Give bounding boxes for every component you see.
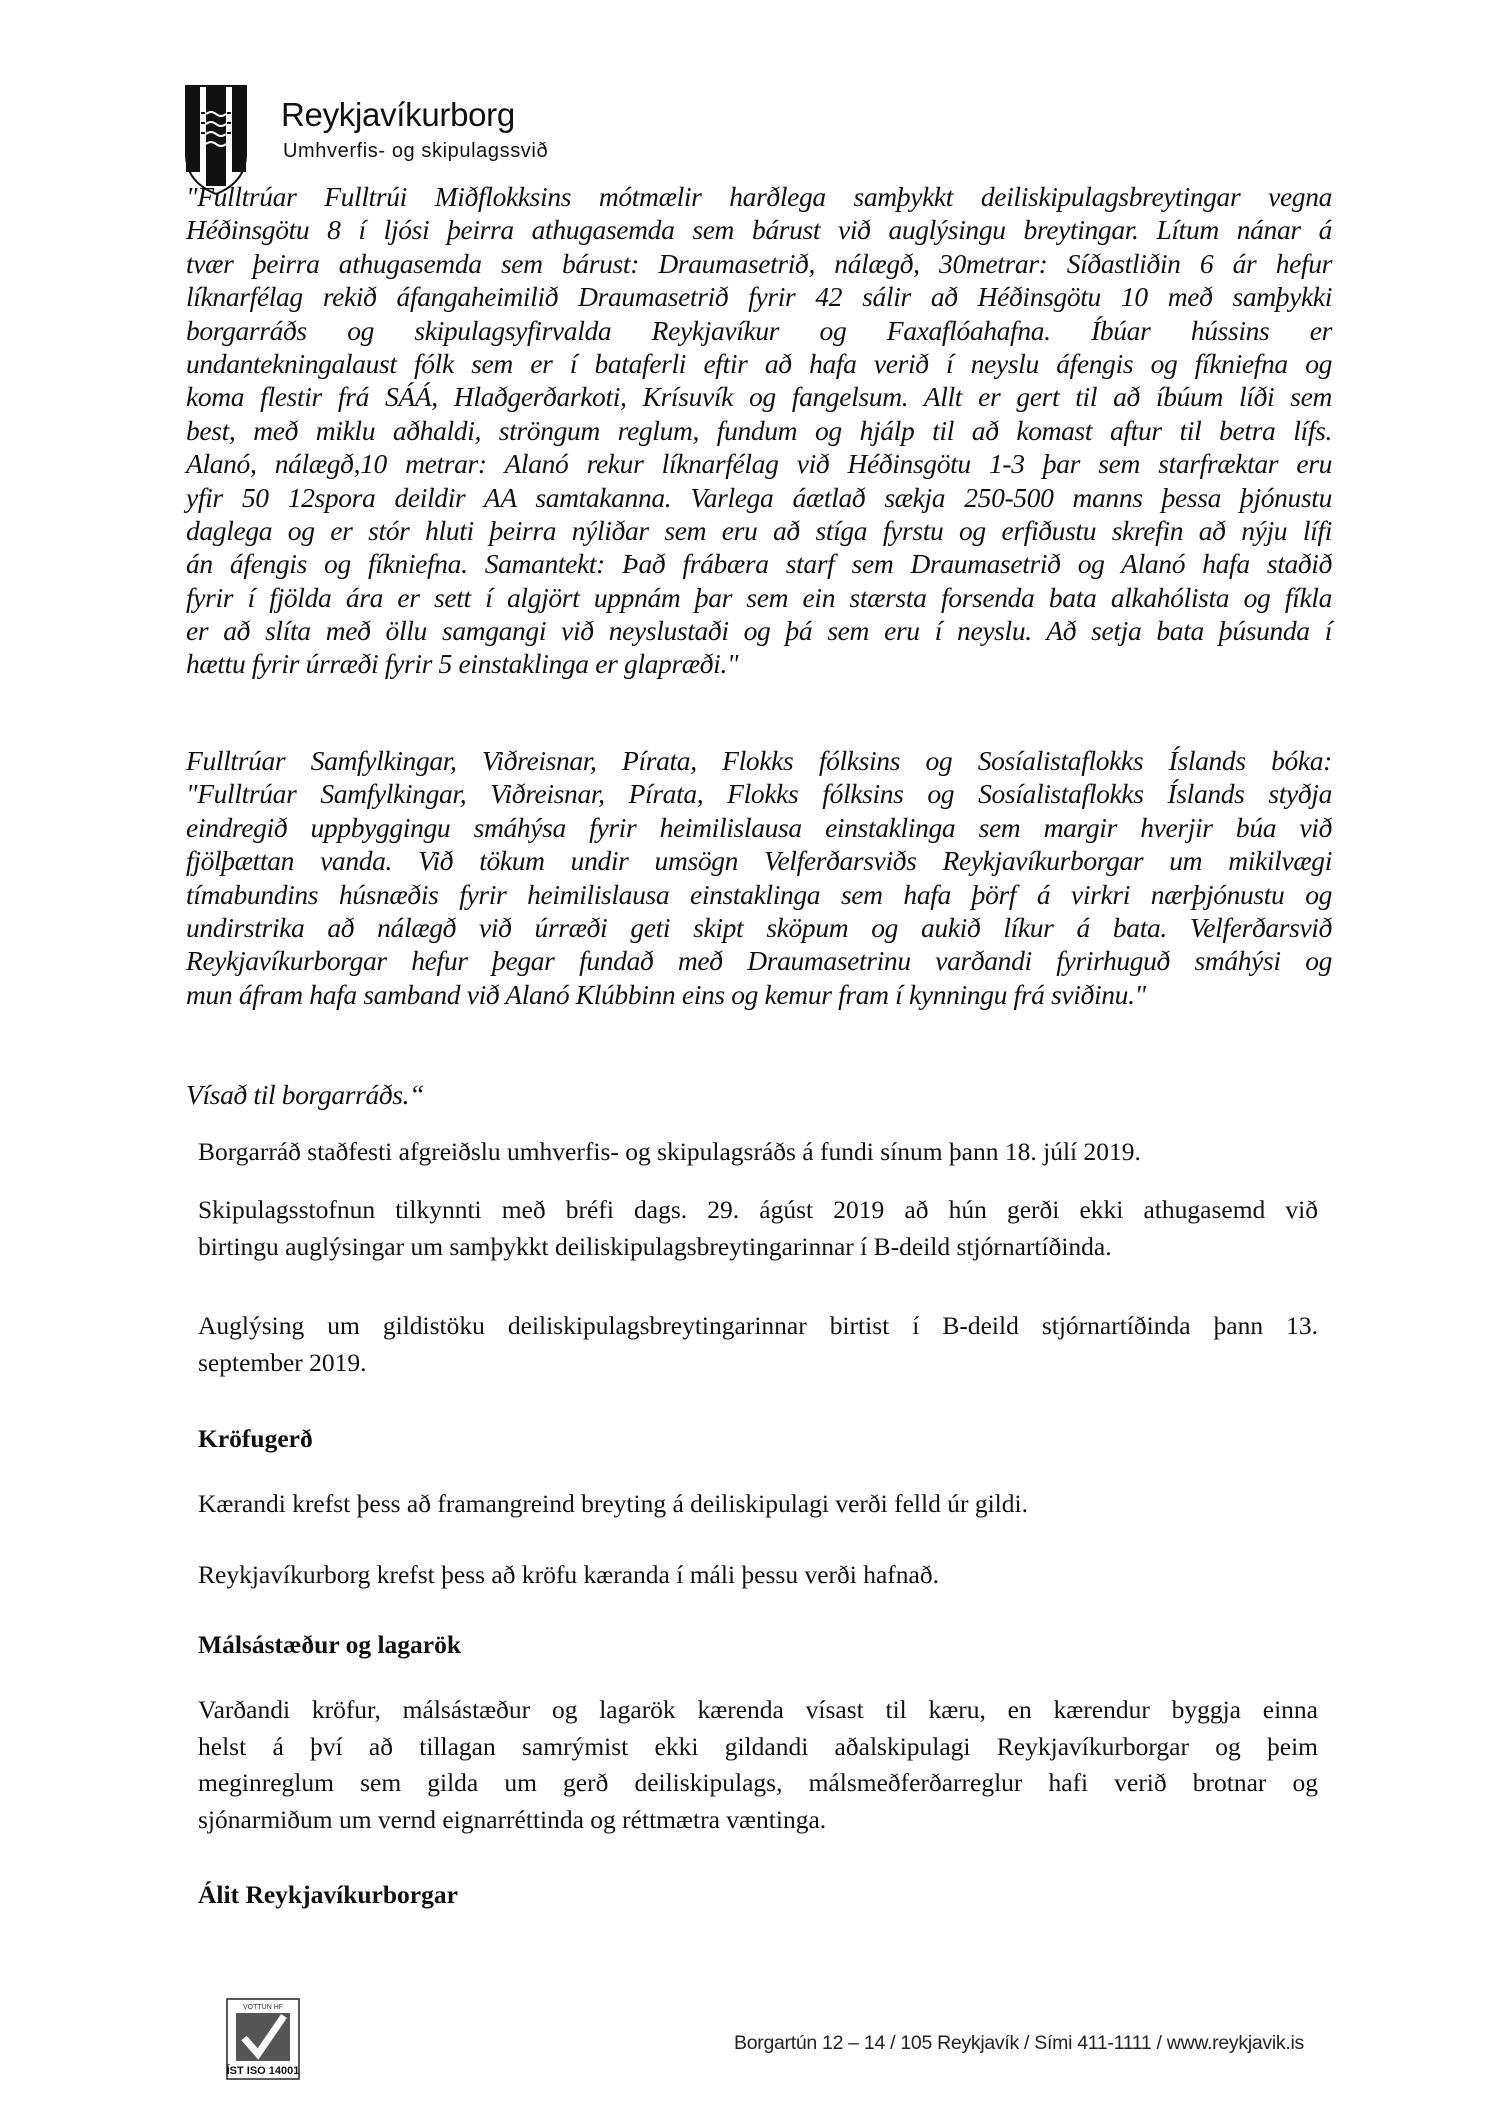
announcement-paragraph [198,1308,1318,1381]
text-line: Borgarráð staðfesti afgreiðslu umhverfis- og skipulagsráðs á fundi sínum þann 18. júlí 2019. [198,1137,1141,1166]
text-line: mun áfram hafa samband við Alanó Klúbbinn eins og kemur fram í kynningu frá sviðinu." [186,978,1146,1010]
text-line: best, með miklu aðhaldi, ströngum reglum, fundum og hjálp til að komast aftur til betra lífs. [186,414,1332,446]
text-line: "Fulltrúar Samfylkingar, Viðreisnar, Pírata, Flokks fólksins og Sosíalistaflokks Íslands styðja [186,778,1332,810]
text-line: birtingu auglýsingar um samþykkt deiliskipulagsbreytingarinnar í B-deild stjórnartíðinda. [198,1231,1112,1261]
text-line: Reykjavíkurborgar hefur þegar fundað með Draumasetrinu varðandi fyrirhuguð smáhýsi og [186,945,1332,977]
text-line: daglega og er stór hluti þeirra nýliðar sem eru að stíga fyrstu og erfiðustu skrefin að nýju lífi [186,514,1332,546]
text-line: september 2019. [198,1347,367,1377]
section-heading-city-opinion: Álit Reykjavíkurborgar [198,1880,458,1909]
text-line: hættu fyrir úrræði fyrir 5 einstaklinga er glapræði." [186,648,739,680]
text-line: fyrir í fjölda ára er sett í algjört uppnám þar sem ein stærsta forsenda bata alkahólista og fíkla [186,581,1332,613]
svg-text:VOTTUN HF: VOTTUN HF [242,2004,284,2011]
text-line: koma flestir frá SÁÁ, Hlaðgerðarkoti, Krísuvík og fangelsum. Allt er gert til að íbúum líði sem [186,381,1332,413]
claimant-demand-paragraph [198,1486,1318,1523]
text-line: Héðinsgötu 8 í ljósi þeirra athugasemda sem bárust við auglýsingu breytingar. Lítum nánar á [186,214,1332,246]
text-line: sjónarmiðum um vernd eignarréttinda og réttmætra væntinga. [198,1804,827,1834]
iso-14001-certification-logo [226,1998,300,2080]
coalition-statement-paragraph [186,744,1332,1011]
svg-text:ÍST ISO 14001: ÍST ISO 14001 [226,2065,300,2077]
text-line: eindregið uppbyggingu smáhýsa fyrir heimilislausa einstaklinga sem margir hverjir búa við [186,811,1332,843]
text-line: tímabundins húsnæðis fyrir heimilislausa einstaklinga sem hafa þörf á virkri nærþjónustu og [186,878,1332,910]
section-heading-claims: Kröfugerð [198,1424,313,1453]
text-line: Alanó, nálægð,10 metrar: Alanó rekur líknarfélag við Héðinsgötu 1-3 þar sem starfræktar eru [186,448,1332,480]
text-line: Auglýsing um gildistöku deiliskipulagsbreytingarinnar birtist í B-deild stjórnartíðinda þann 13. [198,1311,1318,1340]
text-line: yfir 50 12spora deildir AA samtakanna. Varlega áætlað sækja 250-500 manns þessa þjónustu [186,481,1332,513]
referral-paragraph [186,1078,1332,1111]
text-line: Reykjavíkurborg krefst þess að kröfu kæranda í máli þessu verði hafnað. [198,1560,939,1589]
department-name: Umhverfis- og skipulagssvið [283,140,549,162]
text-line: Kærandi krefst þess að framangreind breyting á deiliskipulagi verði felld úr gildi. [198,1489,1028,1518]
text-line: meginreglum sem gilda um gerð deiliskipulags, málsmeðferðarreglur hafi verið brotnar og [198,1768,1318,1797]
text-line: líknarfélag rekið áfangaheimilið Draumasetrið fyrir 42 sálir að Héðinsgötu 10 með samþykki [186,281,1332,313]
arguments-paragraph [198,1692,1318,1838]
midflokkur-statement-paragraph [186,180,1332,681]
text-line: Vísað til borgarráðs.“ [186,1079,425,1110]
organization-name: Reykjavíkurborg [281,96,515,133]
footer-address: Borgartún 12 – 14 / 105 Reykjavík / Sími 411-1111 / www.reykjavik.is [734,2032,1304,2054]
section-heading-arguments: Málsástæður og lagarök [198,1630,462,1659]
text-line: Skipulagsstofnun tilkynnti með bréfi dags. 29. ágúst 2019 að hún gerði ekki athugasemd við [198,1195,1318,1224]
city-council-paragraph [198,1134,1318,1171]
text-line: fjölþættan vanda. Við tökum undir umsögn Velferðarsviðs Reykjavíkurborgar um mikilvægi [186,845,1332,877]
text-line: undantekningalaust fólk sem er í bataferli eftir að hafa verið í neyslu áfengis og fíkniefna og [186,347,1332,379]
city-demand-paragraph [198,1557,1318,1594]
text-line: er að slíta með öllu samgangi við neyslustaði og þá sem eru í neyslu. Að setja bata þúsunda í [186,615,1332,647]
text-line: undirstrika að nálægð við úrræði geti skipt sköpum og aukið líkur á bata. Velferðarsvið [186,911,1332,943]
text-line: tvær þeirra athugasemda sem bárust: Draumasetrið, nálægð, 30metrar: Síðastliðin 6 ár hefur [186,247,1332,279]
text-line: Varðandi kröfur, málsástæður og lagarök kærenda vísast til kæru, en kærendur byggja einna [198,1695,1318,1724]
text-line: "Fulltrúar Fulltrúi Miðflokksins mótmælir harðlega samþykkt deiliskipulagsbreytingar vegna [186,181,1332,212]
planning-agency-paragraph [198,1192,1318,1265]
text-line: Fulltrúar Samfylkingar, Viðreisnar, Pírata, Flokks fólksins og Sosíalistaflokks Íslands bóka: [186,745,1332,776]
text-line: borgarráðs og skipulagsyfirvalda Reykjavíkur og Faxaflóahafna. Íbúar hússins er [186,314,1332,346]
text-line: helst á því að tillagan samrýmist ekki gildandi aðalskipulagi Reykjavíkurborgar og þeim [198,1731,1318,1761]
text-line: án áfengis og fíkniefna. Samantekt: Það frábæra starf sem Draumasetrið og Alanó hafa staðið [186,548,1332,580]
